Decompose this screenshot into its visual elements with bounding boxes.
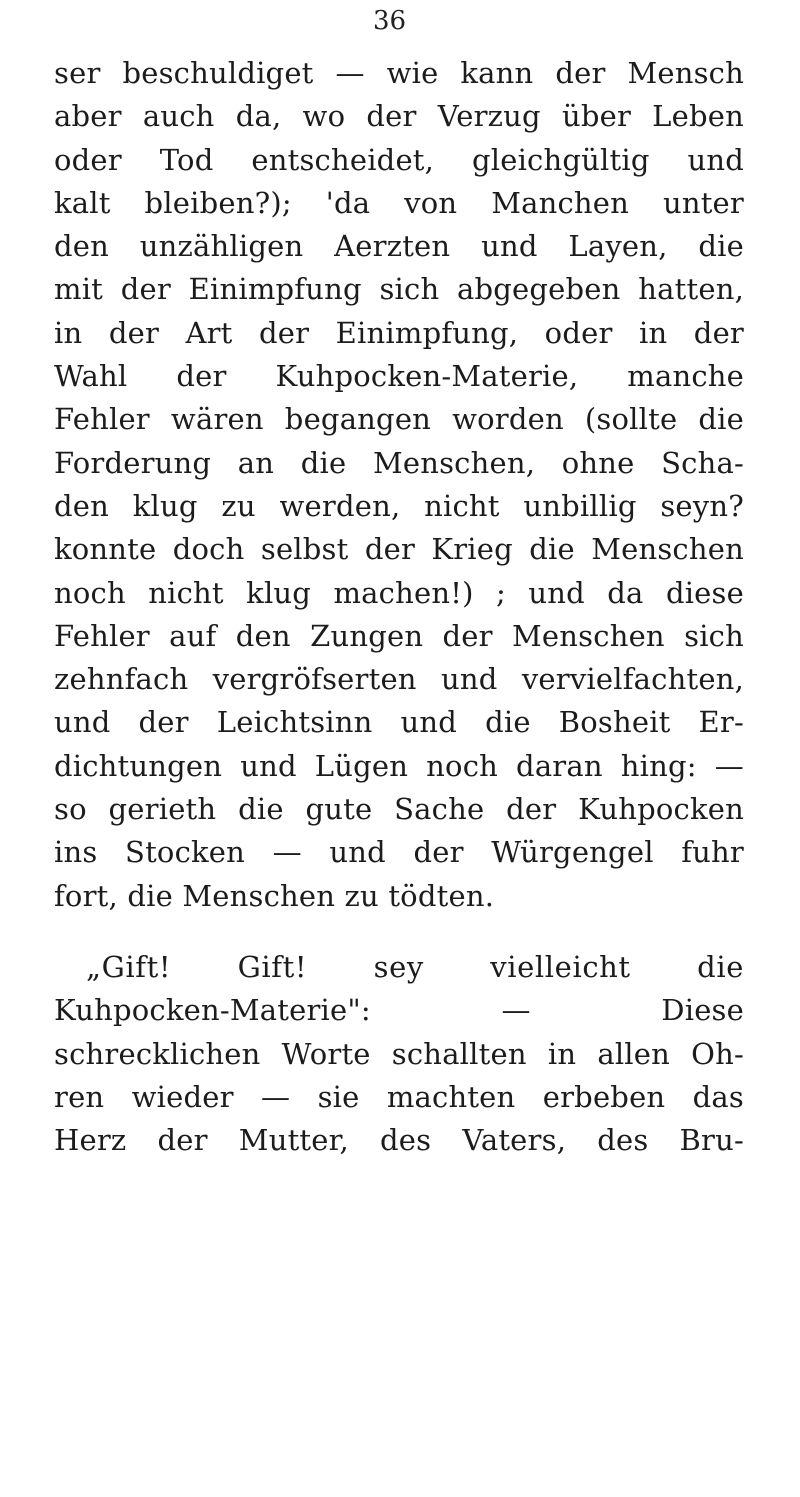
text-line: oder Tod entscheidet, gleichgültig und xyxy=(54,142,744,177)
text-line: ins Stocken — und der Würgengel fuhr xyxy=(54,835,744,870)
text-line: Fehler wären begangen worden (sollte die xyxy=(54,402,744,437)
text-line: Forderung an die Menschen, ohne Scha- xyxy=(54,445,744,480)
text-line: „Gift! Gift! sey vielleicht die xyxy=(86,949,744,984)
text-line: aber auch da, wo der Verzug über Leben xyxy=(54,99,744,134)
page-number: 36 xyxy=(373,6,407,36)
text-line: Herz der Mutter, des Vaters, des Bru- xyxy=(54,1123,744,1158)
text-line: ser beschuldiget — wie kann der Mensch xyxy=(54,56,744,90)
text-line: kalt bleiben?); 'da von Manchen unter xyxy=(54,185,744,220)
text-line: Kuhpocken-Materie": — Diese xyxy=(54,993,744,1028)
text-line: konnte doch selbst der Krieg die Menschen xyxy=(54,532,744,567)
text-line: dichtungen und Lügen noch daran hing: — xyxy=(54,748,744,783)
paragraph-spacer xyxy=(54,918,744,946)
text-line: und der Leichtsinn und die Bosheit Er- xyxy=(54,705,744,740)
text-line: Fehler auf den Zungen der Menschen sich xyxy=(54,618,744,653)
text-line: mit der Einimpfung sich abgegeben hatten, xyxy=(54,272,744,307)
text-line: den klug zu werden, nicht unbillig seyn? xyxy=(54,488,744,523)
text-line: Wahl der Kuhpocken-Materie, manche xyxy=(54,359,744,394)
paragraph-2 xyxy=(54,946,744,1162)
text-line: zehnfach vergröfserten und vervielfachten, xyxy=(54,662,744,697)
body-text xyxy=(54,52,744,1162)
paragraph-1 xyxy=(54,52,744,918)
text-line: fort, die Menschen zu tödten. xyxy=(54,878,495,913)
text-line: in der Art der Einimpfung, oder in der xyxy=(54,315,744,350)
text-line: so gerieth die gute Sache der Kuhpocken xyxy=(54,792,744,827)
text-line: ren wieder — sie machten erbeben das xyxy=(54,1079,744,1114)
text-line: schrecklichen Worte schallten in allen Oh- xyxy=(54,1036,744,1071)
text-line: den unzähligen Aerzten und Layen, die xyxy=(54,229,744,264)
text-line: noch nicht klug machen!) ; und da diese xyxy=(54,575,744,610)
